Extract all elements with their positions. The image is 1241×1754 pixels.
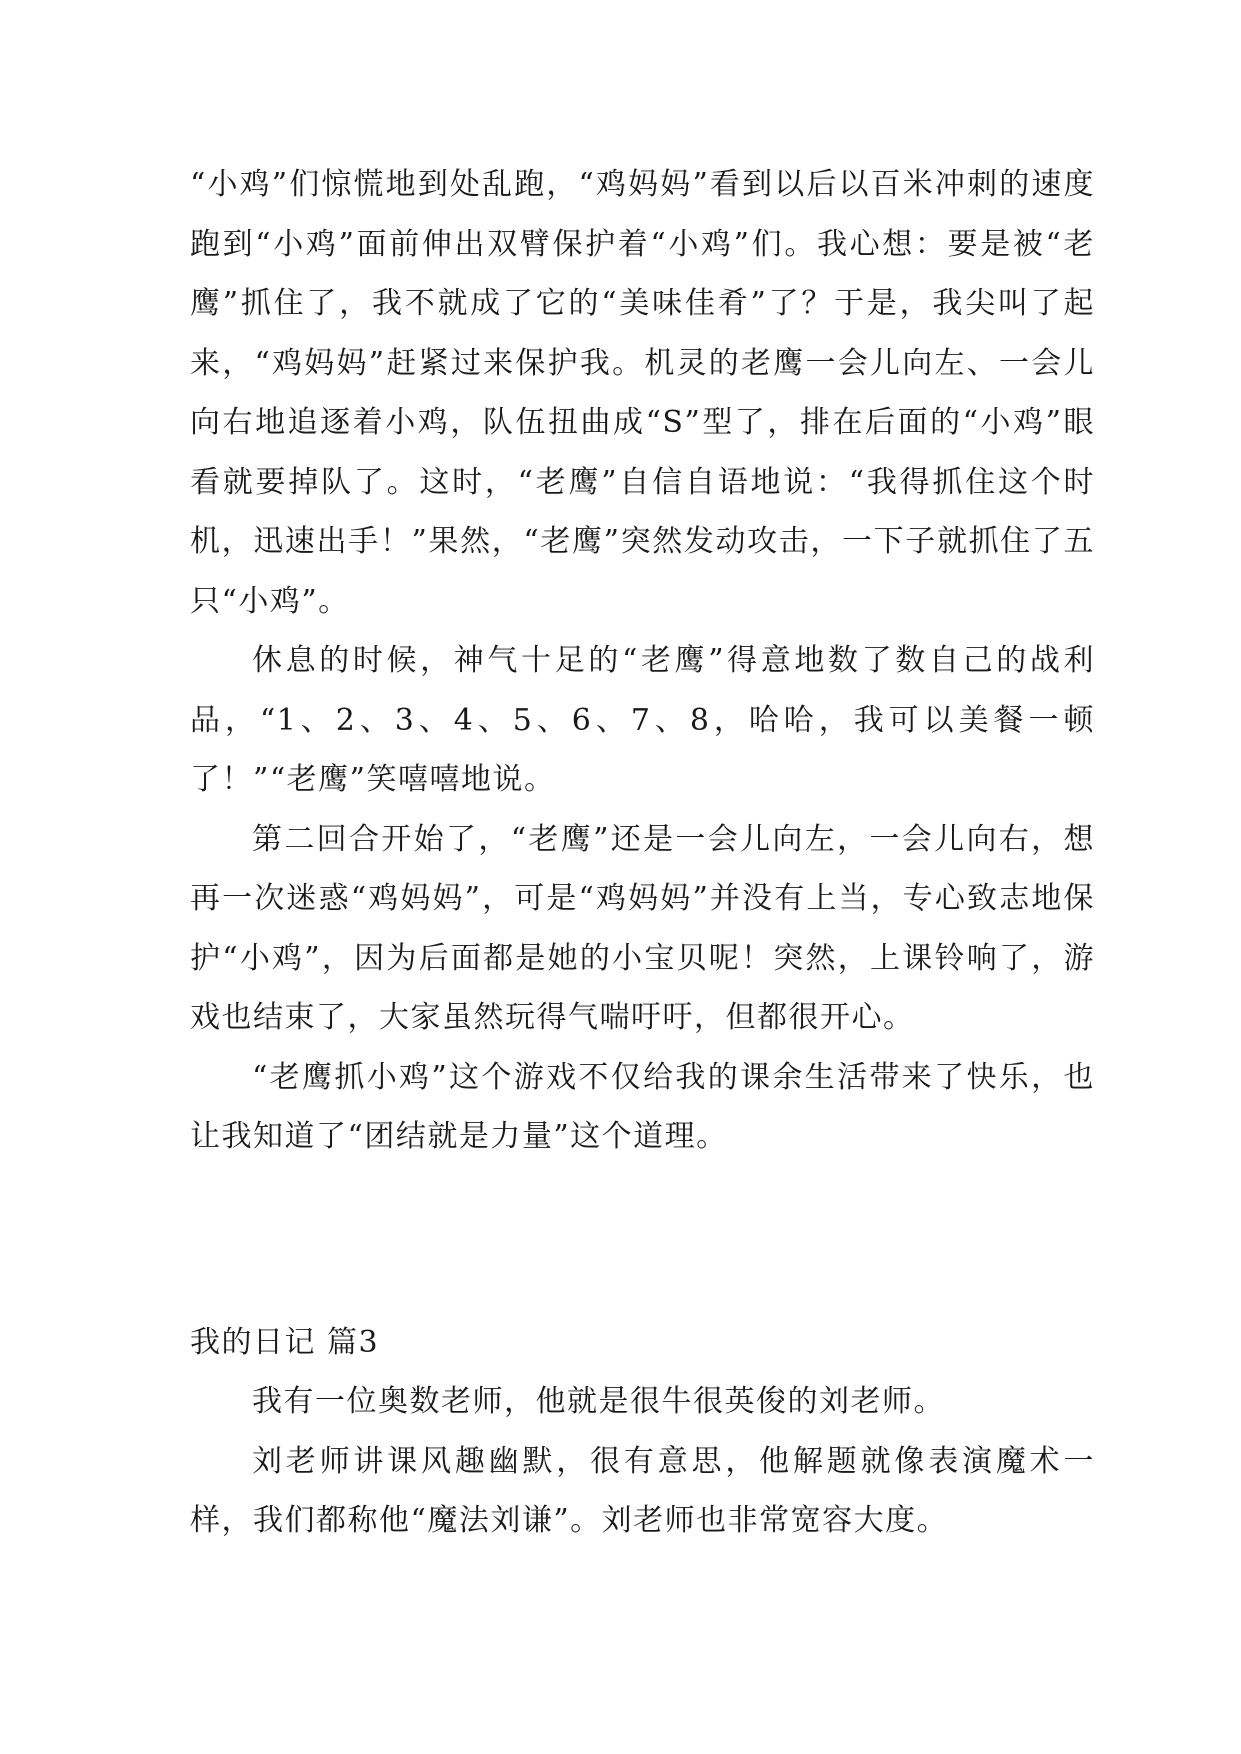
diary-entry-2-body [190,155,1095,1167]
paragraph: 休息的时候，神气十足的“老鹰”得意地数了数自己的战利品，“1、2、3、4、5、6、7、8，哈哈，我可以美餐一顿了！”“老鹰”笑嘻嘻地说。 [190,643,1095,797]
diary-entry-3-body [190,1372,1095,1551]
section-heading: 我的日记 篇3 [190,1325,380,1360]
paragraph: “小鸡”们惊慌地到处乱跑，“鸡妈妈”看到以后以百米冲刺的速度跑到“小鸡”面前伸出双臂保护着“小鸡”们。我心想：要是被“老鹰”抓住了，我不就成了它的“美味佳肴”了？于是，我尖叫了起来，“鸡妈妈”赶紧过来保护我。机灵的老鹰一会儿向左、一会儿向右地追逐着小鸡，队伍扭曲成“S”型了，排在后面的“小鸡”眼看就要掉队了。这时，“老鹰”自信自语地说：“我得抓住这个时机，迅速出手！”果然，“老鹰”突然发动攻击，一下子就抓住了五只“小鸡”。 [190,167,1095,619]
paragraph: 我有一位奥数老师，他就是很牛很英俊的刘老师。 [252,1384,945,1419]
paragraph: 第二回合开始了，“老鹰”还是一会儿向左，一会儿向右，想再一次迷惑“鸡妈妈”，可是“鸡妈妈”并没有上当，专心致志地保护“小鸡”，因为后面都是她的小宝贝呢！突然，上课铃响了，游戏也结束了，大家虽然玩得气喘吁吁，但都很开心。 [190,821,1095,1035]
paragraph: 刘老师讲课风趣幽默，很有意思，他解题就像表演魔术一样，我们都称他“魔法刘谦”。刘老师也非常宽容大度。 [190,1443,1095,1538]
paragraph: “老鹰抓小鸡”这个游戏不仅给我的课余生活带来了快乐，也让我知道了“团结就是力量”这个道理。 [190,1059,1095,1154]
